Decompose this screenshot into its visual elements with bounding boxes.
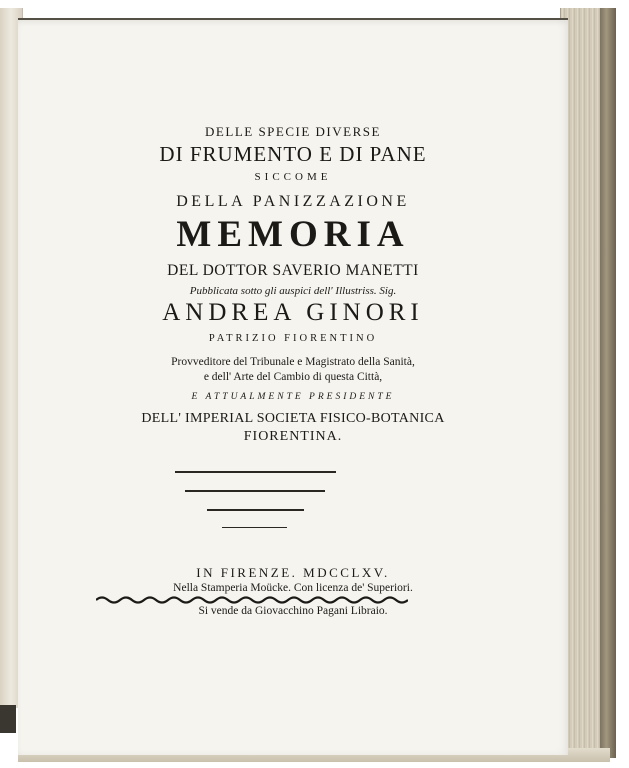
title-line-panizzazione: DELLA PANIZZAZIONE <box>176 193 410 210</box>
patron-title: PATRIZIO FIORENTINO <box>208 333 378 344</box>
divider-rule-4 <box>222 527 287 528</box>
imprint-city: IN FIRENZE. MDCCLXV. <box>196 565 390 580</box>
title-line-specie: DELLE SPECIE DIVERSE <box>205 124 381 139</box>
title-line-siccome: SICCOME <box>254 171 332 183</box>
patron-name: ANDREA GINORI <box>162 299 424 326</box>
title-line-memoria: MEMORIA <box>176 214 410 255</box>
presidente-line: E ATTUALMENTE PRESIDENTE <box>191 392 395 402</box>
society-line-2: FIORENTINA. <box>243 429 343 444</box>
divider-rule-3 <box>207 509 304 511</box>
divider-rule-1 <box>175 471 336 473</box>
ornamental-border <box>96 595 408 605</box>
author-line: DEL DOTTOR SAVERIO MANETTI <box>167 262 419 279</box>
title-line-frumento: DI FRUMENTO E DI PANE <box>159 142 427 166</box>
imprint-press: Nella Stamperia Moücke. Con licenza de' Superiori. <box>173 582 413 594</box>
imprint-seller: Si vende da Giovacchino Pagani Libraio. <box>198 605 388 617</box>
spine-tab <box>0 705 16 733</box>
patron-office-2: e dell' Arte del Cambio di questa Città, <box>203 371 383 383</box>
patron-office-1: Provveditore del Tribunale e Magistrato della Sanità, <box>171 356 415 368</box>
auspices-line: Pubblicata sotto gli auspici dell' Illustriss. Sig. <box>189 285 397 297</box>
binding-edge <box>600 8 616 758</box>
society-line: DELL' IMPERIAL SOCIETA FISICO-BOTANICA <box>141 411 445 426</box>
divider-rule-2 <box>185 490 325 492</box>
